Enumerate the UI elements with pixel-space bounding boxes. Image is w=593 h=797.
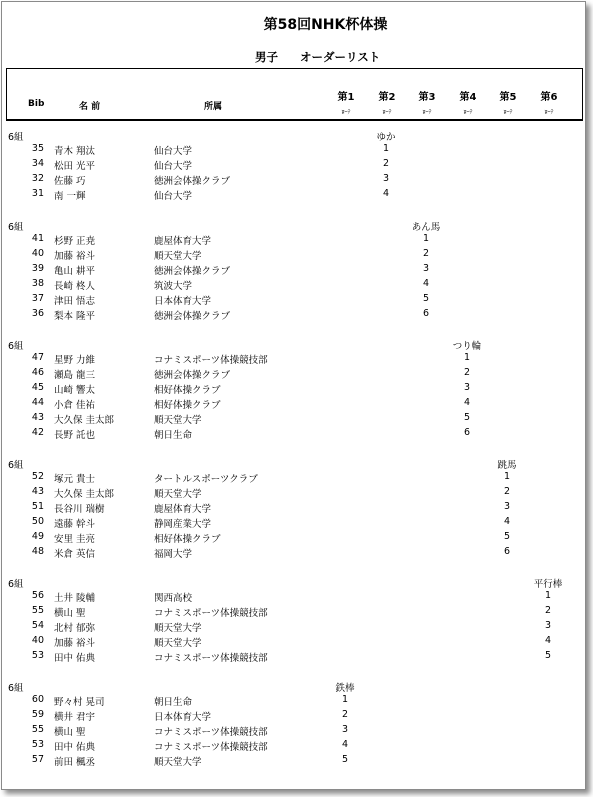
start-order: 2 — [463, 367, 471, 378]
start-order: 2 — [382, 158, 390, 169]
athlete-name: 梨本 隆平 — [54, 311, 96, 322]
athlete-club: 順天堂大学 — [154, 251, 202, 262]
start-order: 1 — [503, 471, 511, 482]
start-order: 2 — [544, 605, 552, 616]
athlete-name: 長野 託也 — [54, 430, 96, 441]
athlete-club: 朝日生命 — [154, 697, 193, 708]
athlete-club: 徳洲会体操クラブ — [154, 176, 231, 187]
athlete-bib: 35 — [31, 143, 44, 154]
start-order: 2 — [503, 486, 511, 497]
athlete-name: 前田 楓丞 — [54, 757, 96, 768]
athlete-club: コナミスポーツ体操競技部 — [154, 608, 268, 619]
athlete-club: 福岡大学 — [154, 549, 193, 560]
athlete-row — [2, 650, 585, 665]
athlete-row — [2, 367, 585, 382]
athlete-bib: 43 — [31, 486, 44, 497]
start-order: 5 — [341, 754, 349, 765]
athlete-bib: 31 — [31, 188, 44, 199]
athlete-name: 塚元 貴士 — [54, 474, 96, 485]
athlete-row — [2, 501, 585, 516]
athlete-club: 筑波大学 — [154, 281, 193, 292]
athlete-name: 遠藤 幹斗 — [54, 519, 96, 530]
rotation-sub-label: ﾛｰﾃ — [341, 109, 351, 116]
start-order: 1 — [463, 352, 471, 363]
athlete-row — [2, 293, 585, 308]
athlete-club: 静岡産業大学 — [154, 519, 212, 530]
athlete-bib: 45 — [31, 382, 44, 393]
athlete-club: 関西高校 — [154, 593, 193, 604]
group-label: 6組 — [8, 341, 24, 352]
athlete-name: 瀬島 龍三 — [54, 370, 96, 381]
header-name: 名 前 — [79, 102, 101, 112]
athlete-row — [2, 188, 585, 203]
athlete-bib: 56 — [31, 590, 44, 601]
start-order: 5 — [463, 412, 471, 423]
athlete-row — [2, 158, 585, 173]
header-rotation-6 — [535, 92, 563, 118]
start-order: 1 — [341, 694, 349, 705]
athlete-row — [2, 739, 585, 754]
athlete-name: 青木 翔汰 — [54, 146, 96, 157]
athlete-row — [2, 382, 585, 397]
athlete-club: 順天堂大学 — [154, 638, 202, 649]
athlete-club: 相好体操クラブ — [154, 534, 221, 545]
apparatus-name: ゆか — [376, 132, 396, 143]
rotation-sub-label: ﾛｰﾃ — [544, 109, 554, 116]
athlete-club: 仙台大学 — [154, 146, 193, 157]
athlete-row — [2, 233, 585, 248]
athlete-bib: 57 — [31, 754, 44, 765]
rotation-sub-label: ﾛｰﾃ — [422, 109, 432, 116]
athlete-row — [2, 263, 585, 278]
athlete-name: 佐藤 巧 — [54, 176, 86, 187]
athlete-row — [2, 709, 585, 724]
athlete-bib: 55 — [31, 605, 44, 616]
header-rotation-5 — [494, 92, 522, 118]
athlete-row — [2, 427, 585, 442]
athlete-name: 米倉 英信 — [54, 549, 96, 560]
header-rotation-3 — [413, 92, 441, 118]
rotation-sub-label: ﾛｰﾃ — [463, 109, 473, 116]
athlete-name: 加藤 裕斗 — [54, 638, 96, 649]
athlete-club: 相好体操クラブ — [154, 385, 221, 396]
athlete-name: 南 一輝 — [54, 191, 86, 202]
athlete-club: 順天堂大学 — [154, 489, 202, 500]
order-list-sheet — [1, 1, 586, 790]
athlete-bib: 40 — [31, 248, 44, 259]
start-order: 3 — [544, 620, 552, 631]
start-order: 6 — [422, 308, 430, 319]
athlete-bib: 54 — [31, 620, 44, 631]
athlete-row — [2, 471, 585, 486]
athlete-bib: 59 — [31, 709, 44, 720]
athlete-club: コナミスポーツ体操競技部 — [154, 355, 268, 366]
athlete-club: 徳洲会体操クラブ — [154, 311, 231, 322]
athlete-row — [2, 694, 585, 709]
apparatus-name: つり輪 — [452, 341, 482, 352]
athlete-row — [2, 397, 585, 412]
athlete-name: 松田 光平 — [54, 161, 96, 172]
athlete-name: 山崎 響太 — [54, 385, 96, 396]
athlete-row — [2, 412, 585, 427]
start-order: 3 — [503, 501, 511, 512]
athlete-row — [2, 605, 585, 620]
athlete-row — [2, 278, 585, 293]
start-order: 4 — [382, 188, 390, 199]
athlete-name: 野々村 晃司 — [54, 697, 105, 708]
athlete-row — [2, 590, 585, 605]
athlete-name: 田中 佑典 — [54, 653, 96, 664]
group-label: 6組 — [8, 460, 24, 471]
start-order: 6 — [503, 546, 511, 557]
page-subtitle — [255, 49, 380, 65]
athlete-club: 鹿屋体育大学 — [154, 504, 212, 515]
athlete-name: 加藤 裕斗 — [54, 251, 96, 262]
start-order: 2 — [422, 248, 430, 259]
athlete-name: 北村 郁弥 — [54, 623, 96, 634]
athlete-bib: 47 — [31, 352, 44, 363]
athlete-bib: 32 — [31, 173, 44, 184]
rotation-sub-label: ﾛｰﾃ — [503, 109, 513, 116]
start-order: 3 — [341, 724, 349, 735]
apparatus-name: 跳馬 — [497, 460, 517, 471]
athlete-row — [2, 486, 585, 501]
athlete-name: 杉野 正尭 — [54, 236, 96, 247]
athlete-name: 津田 悟志 — [54, 296, 96, 307]
apparatus-name: 平行棒 — [533, 579, 563, 590]
start-order: 1 — [422, 233, 430, 244]
athlete-bib: 36 — [31, 308, 44, 319]
athlete-name: 大久保 圭太郎 — [54, 415, 115, 426]
athlete-bib: 44 — [31, 397, 44, 408]
athlete-row — [2, 248, 585, 263]
athlete-name: 横井 君宇 — [54, 712, 96, 723]
start-order: 4 — [544, 635, 552, 646]
table-header — [6, 68, 583, 121]
rotation-number: 第6 — [540, 92, 558, 103]
start-order: 2 — [341, 709, 349, 720]
athlete-club: 仙台大学 — [154, 161, 193, 172]
start-order: 5 — [422, 293, 430, 304]
athlete-club: コナミスポーツ体操競技部 — [154, 742, 268, 753]
athlete-row — [2, 516, 585, 531]
athlete-bib: 55 — [31, 724, 44, 735]
start-order: 1 — [382, 143, 390, 154]
page-title: 第58回NHK杯体操 — [263, 17, 388, 33]
start-order: 4 — [341, 739, 349, 750]
athlete-row — [2, 308, 585, 323]
athlete-name: 横山 聖 — [54, 727, 86, 738]
athlete-name: 長崎 柊人 — [54, 281, 96, 292]
athlete-name: 安里 圭亮 — [54, 534, 96, 545]
athlete-bib: 53 — [31, 650, 44, 661]
athlete-row — [2, 620, 585, 635]
athlete-row — [2, 531, 585, 546]
apparatus-name: あん馬 — [411, 222, 441, 233]
start-order: 5 — [544, 650, 552, 661]
header-club: 所属 — [204, 102, 223, 112]
rotation-number: 第1 — [337, 92, 355, 103]
athlete-row — [2, 352, 585, 367]
header-rotation-4 — [454, 92, 482, 118]
group-label: 6組 — [8, 132, 24, 143]
athlete-club: 徳洲会体操クラブ — [154, 266, 231, 277]
athlete-club: 日本体育大学 — [154, 296, 212, 307]
athlete-bib: 34 — [31, 158, 44, 169]
header-bib: Bib — [28, 99, 45, 109]
athlete-bib: 39 — [31, 263, 44, 274]
group-label: 6組 — [8, 222, 24, 233]
athlete-club: 朝日生命 — [154, 430, 193, 441]
athlete-bib: 50 — [31, 516, 44, 527]
athlete-club: コナミスポーツ体操競技部 — [154, 727, 268, 738]
header-rotation-1 — [332, 92, 360, 118]
athlete-bib: 48 — [31, 546, 44, 557]
athlete-club: 順天堂大学 — [154, 757, 202, 768]
athlete-club: 順天堂大学 — [154, 623, 202, 634]
header-rotation-2 — [373, 92, 401, 118]
athlete-bib: 46 — [31, 367, 44, 378]
athlete-club: 鹿屋体育大学 — [154, 236, 212, 247]
athlete-name: 星野 力維 — [54, 355, 96, 366]
athlete-bib: 60 — [31, 694, 44, 705]
rotation-number: 第4 — [459, 92, 477, 103]
group-label: 6組 — [8, 579, 24, 590]
athlete-bib: 41 — [31, 233, 44, 244]
start-order: 4 — [503, 516, 511, 527]
athlete-club: 順天堂大学 — [154, 415, 202, 426]
start-order: 3 — [422, 263, 430, 274]
athlete-name: 大久保 圭太郎 — [54, 489, 115, 500]
athlete-bib: 38 — [31, 278, 44, 289]
athlete-club: タートルスポーツクラブ — [154, 474, 258, 485]
start-order: 1 — [544, 590, 552, 601]
athlete-name: 横山 聖 — [54, 608, 86, 619]
athlete-row — [2, 143, 585, 158]
athlete-club: 仙台大学 — [154, 191, 193, 202]
group-label: 6組 — [8, 683, 24, 694]
athlete-bib: 49 — [31, 531, 44, 542]
athlete-row — [2, 724, 585, 739]
athlete-club: 相好体操クラブ — [154, 400, 221, 411]
athlete-row — [2, 173, 585, 188]
athlete-name: 田中 佑典 — [54, 742, 96, 753]
athlete-club: 日本体育大学 — [154, 712, 212, 723]
athlete-bib: 40 — [31, 635, 44, 646]
start-order: 4 — [463, 397, 471, 408]
athlete-bib: 37 — [31, 293, 44, 304]
rotation-sub-label: ﾛｰﾃ — [382, 109, 392, 116]
start-order: 3 — [463, 382, 471, 393]
athlete-row — [2, 635, 585, 650]
athlete-name: 亀山 耕平 — [54, 266, 96, 277]
start-order: 3 — [382, 173, 390, 184]
rotation-number: 第5 — [499, 92, 517, 103]
athlete-row — [2, 754, 585, 769]
athlete-bib: 51 — [31, 501, 44, 512]
athlete-club: 徳洲会体操クラブ — [154, 370, 231, 381]
start-order: 5 — [503, 531, 511, 542]
start-order: 6 — [463, 427, 471, 438]
rotation-number: 第2 — [378, 92, 396, 103]
athlete-name: 小倉 佳祐 — [54, 400, 96, 411]
athlete-name: 土井 陵輔 — [54, 593, 96, 604]
gender-label: 男子 — [255, 50, 278, 64]
athlete-bib: 42 — [31, 427, 44, 438]
athlete-row — [2, 546, 585, 561]
athlete-bib: 52 — [31, 471, 44, 482]
apparatus-name: 鉄棒 — [335, 683, 355, 694]
athlete-club: コナミスポーツ体操競技部 — [154, 653, 268, 664]
start-order: 4 — [422, 278, 430, 289]
athlete-name: 長谷川 瑞樹 — [54, 504, 105, 515]
athlete-bib: 53 — [31, 739, 44, 750]
athlete-bib: 43 — [31, 412, 44, 423]
rotation-number: 第3 — [418, 92, 436, 103]
list-name-label: オーダーリスト — [300, 50, 381, 64]
